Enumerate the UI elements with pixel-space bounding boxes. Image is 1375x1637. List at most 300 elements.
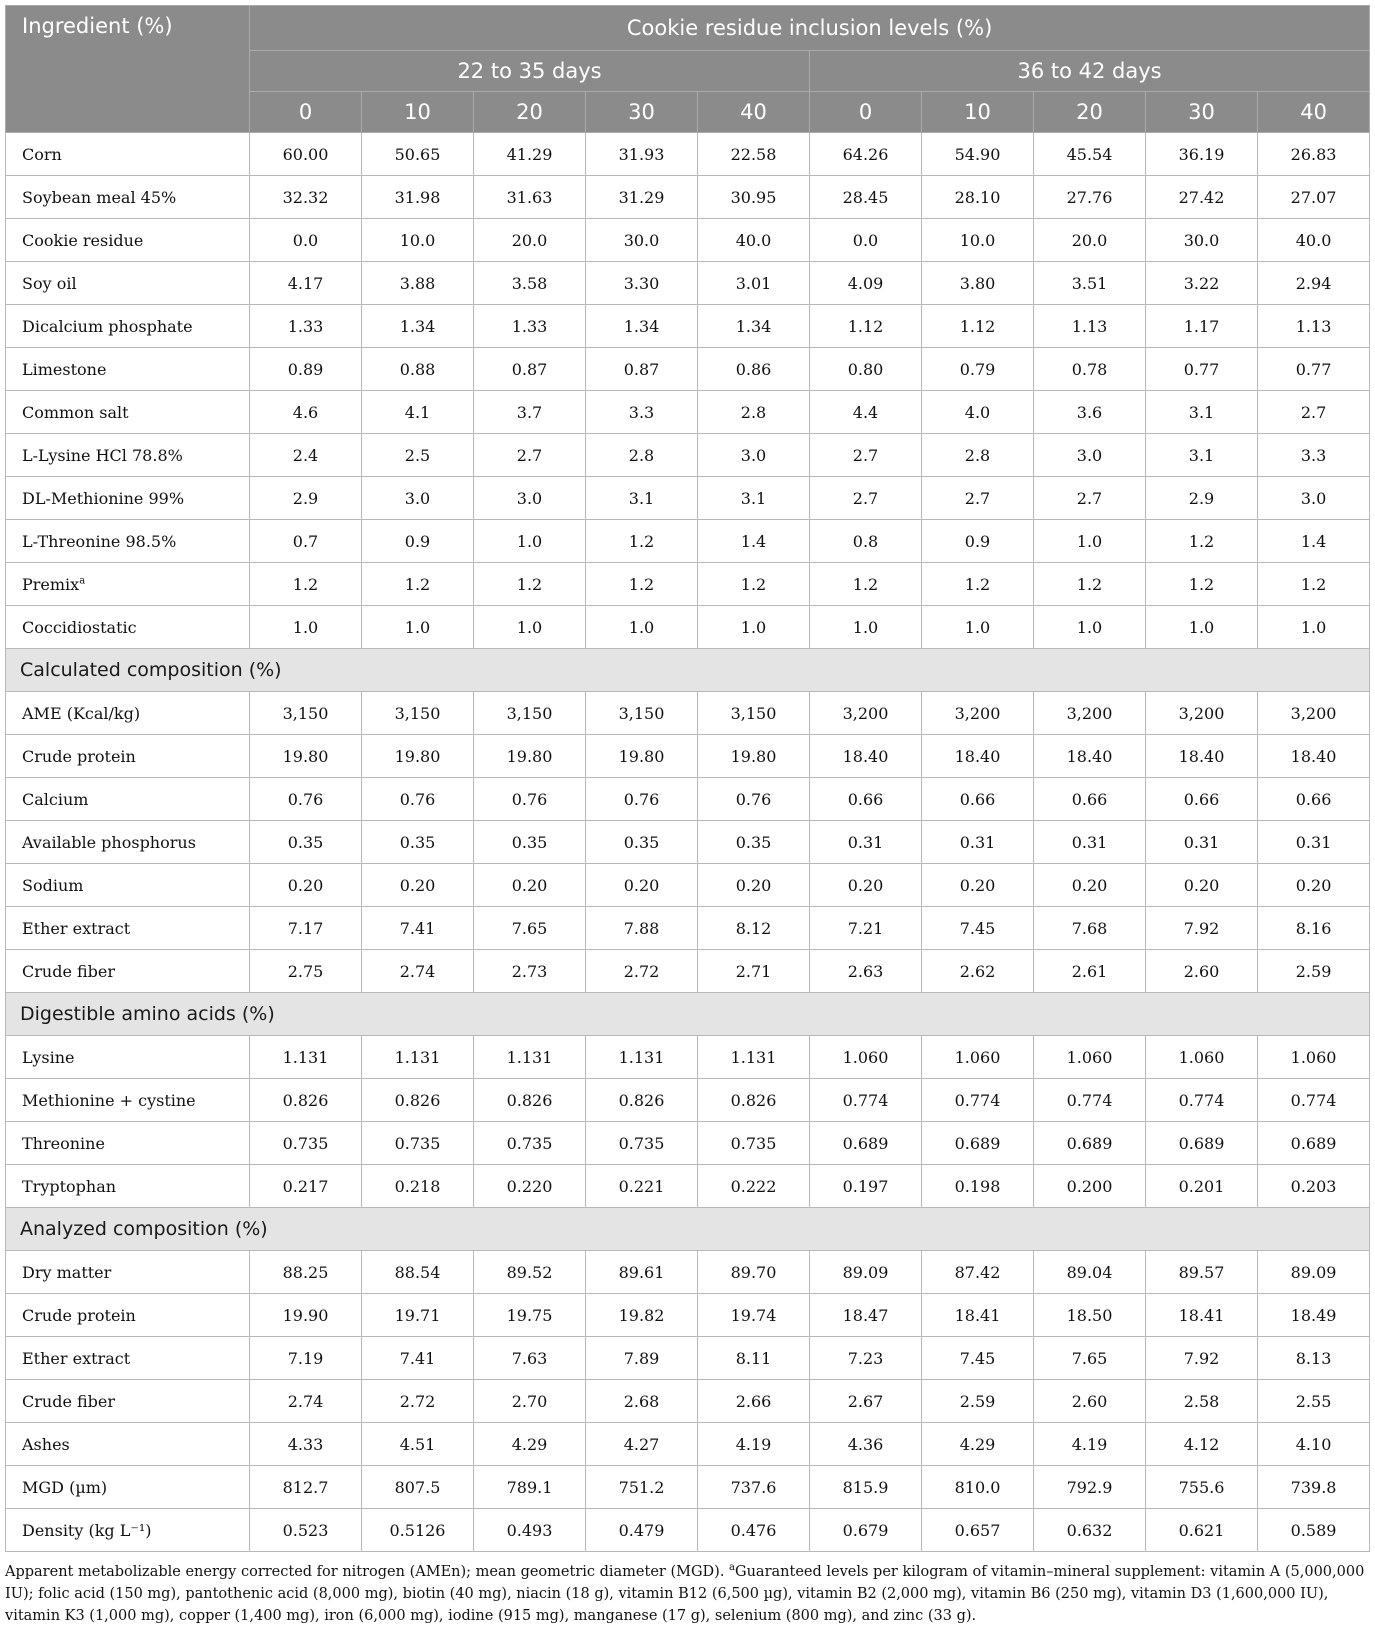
value-cell: 2.68 bbox=[586, 1380, 698, 1423]
value-cell: 3.0 bbox=[1258, 477, 1370, 520]
table-row bbox=[6, 1079, 1370, 1122]
value-cell: 1.2 bbox=[1258, 563, 1370, 606]
value-cell: 3.1 bbox=[1146, 434, 1258, 477]
value-cell: 3.88 bbox=[362, 262, 474, 305]
value-cell: 7.92 bbox=[1146, 1337, 1258, 1380]
value-cell: 19.75 bbox=[474, 1294, 586, 1337]
value-cell: 4.36 bbox=[810, 1423, 922, 1466]
value-cell: 1.2 bbox=[1146, 520, 1258, 563]
value-cell: 19.80 bbox=[698, 735, 810, 778]
value-cell: 7.92 bbox=[1146, 907, 1258, 950]
value-cell: 0.774 bbox=[1258, 1079, 1370, 1122]
value-cell: 1.0 bbox=[362, 606, 474, 649]
value-cell: 0.218 bbox=[362, 1165, 474, 1208]
value-cell: 1.0 bbox=[810, 606, 922, 649]
value-cell: 19.80 bbox=[362, 735, 474, 778]
value-cell: 0.76 bbox=[698, 778, 810, 821]
footnote-text-1: Apparent metabolizable energy corrected for nitrogen (AMEn); mean geometric diameter (MGD). bbox=[5, 1563, 730, 1580]
value-cell: 0.8 bbox=[810, 520, 922, 563]
value-cell: 19.80 bbox=[474, 735, 586, 778]
value-cell: 0.735 bbox=[586, 1122, 698, 1165]
value-cell: 1.2 bbox=[922, 563, 1034, 606]
value-cell: 20.0 bbox=[1034, 219, 1146, 262]
value-cell: 4.4 bbox=[810, 391, 922, 434]
row-label-text: Lysine bbox=[22, 1047, 75, 1067]
value-cell: 0.689 bbox=[922, 1122, 1034, 1165]
row-label-text: Ether extract bbox=[22, 1348, 131, 1368]
value-cell: 89.09 bbox=[1258, 1251, 1370, 1294]
value-cell: 18.40 bbox=[1146, 735, 1258, 778]
row-label-text: AME (Kcal/kg) bbox=[22, 703, 141, 723]
inclusion-levels-header: Cookie residue inclusion levels (%) bbox=[250, 6, 1370, 51]
level-header: 30 bbox=[1146, 92, 1258, 133]
value-cell: 1.2 bbox=[810, 563, 922, 606]
value-cell: 1.12 bbox=[810, 305, 922, 348]
value-cell: 0.689 bbox=[1258, 1122, 1370, 1165]
footnote-marker: a bbox=[729, 1562, 736, 1573]
level-header: 20 bbox=[1034, 92, 1146, 133]
table-row bbox=[6, 1466, 1370, 1509]
value-cell: 1.34 bbox=[586, 305, 698, 348]
value-cell: 0.20 bbox=[1034, 864, 1146, 907]
row-label-text: Soy oil bbox=[22, 273, 77, 293]
value-cell: 3,150 bbox=[474, 692, 586, 735]
row-label-text: Dry matter bbox=[22, 1262, 112, 1282]
value-cell: 87.42 bbox=[922, 1251, 1034, 1294]
value-cell: 3.7 bbox=[474, 391, 586, 434]
value-cell: 26.83 bbox=[1258, 133, 1370, 176]
section-row bbox=[6, 1208, 1370, 1251]
row-label bbox=[6, 1294, 250, 1337]
table-row bbox=[6, 1423, 1370, 1466]
value-cell: 30.0 bbox=[1146, 219, 1258, 262]
value-cell: 4.0 bbox=[922, 391, 1034, 434]
value-cell: 3,150 bbox=[250, 692, 362, 735]
value-cell: 0.66 bbox=[810, 778, 922, 821]
row-label-text: Limestone bbox=[22, 359, 107, 379]
value-cell: 27.42 bbox=[1146, 176, 1258, 219]
value-cell: 7.45 bbox=[922, 1337, 1034, 1380]
value-cell: 0.9 bbox=[362, 520, 474, 563]
value-cell: 18.40 bbox=[1258, 735, 1370, 778]
value-cell: 2.63 bbox=[810, 950, 922, 993]
value-cell: 737.6 bbox=[698, 1466, 810, 1509]
table-row bbox=[6, 176, 1370, 219]
value-cell: 1.2 bbox=[362, 563, 474, 606]
row-label bbox=[6, 606, 250, 649]
value-cell: 2.7 bbox=[1034, 477, 1146, 520]
value-cell: 7.65 bbox=[1034, 1337, 1146, 1380]
row-label-text: Ashes bbox=[22, 1434, 70, 1454]
value-cell: 810.0 bbox=[922, 1466, 1034, 1509]
row-label-text: L-Lysine HCl 78.8% bbox=[22, 445, 183, 465]
value-cell: 0.523 bbox=[250, 1509, 362, 1552]
value-cell: 0.20 bbox=[250, 864, 362, 907]
level-header: 30 bbox=[586, 92, 698, 133]
value-cell: 1.0 bbox=[1034, 606, 1146, 649]
table-row bbox=[6, 348, 1370, 391]
value-cell: 7.21 bbox=[810, 907, 922, 950]
value-cell: 1.131 bbox=[698, 1036, 810, 1079]
value-cell: 1.2 bbox=[250, 563, 362, 606]
value-cell: 0.7 bbox=[250, 520, 362, 563]
value-cell: 0.217 bbox=[250, 1165, 362, 1208]
value-cell: 89.09 bbox=[810, 1251, 922, 1294]
value-cell: 0.20 bbox=[1258, 864, 1370, 907]
value-cell: 0.35 bbox=[474, 821, 586, 864]
value-cell: 0.222 bbox=[698, 1165, 810, 1208]
value-cell: 40.0 bbox=[1258, 219, 1370, 262]
value-cell: 0.35 bbox=[698, 821, 810, 864]
table-row bbox=[6, 1380, 1370, 1423]
row-label-text: Sodium bbox=[22, 875, 84, 895]
value-cell: 2.75 bbox=[250, 950, 362, 993]
value-cell: 1.34 bbox=[698, 305, 810, 348]
value-cell: 28.45 bbox=[810, 176, 922, 219]
value-cell: 1.131 bbox=[362, 1036, 474, 1079]
value-cell: 0.87 bbox=[474, 348, 586, 391]
value-cell: 0.774 bbox=[1034, 1079, 1146, 1122]
value-cell: 0.735 bbox=[250, 1122, 362, 1165]
section-title: Calculated composition (%) bbox=[6, 649, 1370, 692]
value-cell: 1.0 bbox=[1258, 606, 1370, 649]
value-cell: 2.60 bbox=[1146, 950, 1258, 993]
value-cell: 3.6 bbox=[1034, 391, 1146, 434]
value-cell: 30.95 bbox=[698, 176, 810, 219]
value-cell: 2.7 bbox=[1258, 391, 1370, 434]
value-cell: 1.0 bbox=[586, 606, 698, 649]
value-cell: 0.35 bbox=[362, 821, 474, 864]
value-cell: 88.25 bbox=[250, 1251, 362, 1294]
row-label bbox=[6, 735, 250, 778]
value-cell: 18.40 bbox=[1034, 735, 1146, 778]
value-cell: 0.476 bbox=[698, 1509, 810, 1552]
row-label bbox=[6, 219, 250, 262]
row-label bbox=[6, 1251, 250, 1294]
value-cell: 2.7 bbox=[474, 434, 586, 477]
value-cell: 1.33 bbox=[250, 305, 362, 348]
footnote-marker: a bbox=[79, 575, 86, 587]
value-cell: 0.31 bbox=[922, 821, 1034, 864]
value-cell: 3,200 bbox=[1258, 692, 1370, 735]
value-cell: 792.9 bbox=[1034, 1466, 1146, 1509]
value-cell: 7.23 bbox=[810, 1337, 922, 1380]
value-cell: 4.27 bbox=[586, 1423, 698, 1466]
value-cell: 7.63 bbox=[474, 1337, 586, 1380]
row-label-text: Soybean meal 45% bbox=[22, 187, 177, 207]
value-cell: 0.66 bbox=[1034, 778, 1146, 821]
value-cell: 1.0 bbox=[1034, 520, 1146, 563]
value-cell: 2.59 bbox=[922, 1380, 1034, 1423]
value-cell: 19.90 bbox=[250, 1294, 362, 1337]
value-cell: 1.060 bbox=[922, 1036, 1034, 1079]
value-cell: 0.78 bbox=[1034, 348, 1146, 391]
row-label-text: Available phosphorus bbox=[22, 832, 196, 852]
value-cell: 19.82 bbox=[586, 1294, 698, 1337]
value-cell: 1.060 bbox=[1034, 1036, 1146, 1079]
value-cell: 89.04 bbox=[1034, 1251, 1146, 1294]
value-cell: 0.221 bbox=[586, 1165, 698, 1208]
value-cell: 18.40 bbox=[922, 735, 1034, 778]
value-cell: 3.0 bbox=[698, 434, 810, 477]
value-cell: 1.34 bbox=[362, 305, 474, 348]
section-title: Analyzed composition (%) bbox=[6, 1208, 1370, 1251]
value-cell: 89.61 bbox=[586, 1251, 698, 1294]
table-row bbox=[6, 778, 1370, 821]
value-cell: 2.72 bbox=[586, 950, 698, 993]
value-cell: 1.2 bbox=[586, 563, 698, 606]
value-cell: 3,150 bbox=[586, 692, 698, 735]
value-cell: 27.76 bbox=[1034, 176, 1146, 219]
table-row bbox=[6, 477, 1370, 520]
value-cell: 0.589 bbox=[1258, 1509, 1370, 1552]
value-cell: 8.12 bbox=[698, 907, 810, 950]
period-header-2: 36 to 42 days bbox=[810, 51, 1370, 92]
value-cell: 2.71 bbox=[698, 950, 810, 993]
value-cell: 2.74 bbox=[250, 1380, 362, 1423]
value-cell: 88.54 bbox=[362, 1251, 474, 1294]
value-cell: 1.060 bbox=[1258, 1036, 1370, 1079]
value-cell: 7.41 bbox=[362, 907, 474, 950]
row-label bbox=[6, 434, 250, 477]
value-cell: 0.0 bbox=[250, 219, 362, 262]
value-cell: 8.13 bbox=[1258, 1337, 1370, 1380]
value-cell: 19.71 bbox=[362, 1294, 474, 1337]
value-cell: 4.19 bbox=[1034, 1423, 1146, 1466]
value-cell: 4.19 bbox=[698, 1423, 810, 1466]
value-cell: 18.40 bbox=[810, 735, 922, 778]
value-cell: 0.826 bbox=[698, 1079, 810, 1122]
value-cell: 0.774 bbox=[1146, 1079, 1258, 1122]
row-label-text: L-Threonine 98.5% bbox=[22, 531, 177, 551]
value-cell: 812.7 bbox=[250, 1466, 362, 1509]
value-cell: 3,200 bbox=[1034, 692, 1146, 735]
ingredient-header: Ingredient (%) bbox=[6, 6, 250, 133]
value-cell: 1.2 bbox=[1146, 563, 1258, 606]
table-row bbox=[6, 1294, 1370, 1337]
table-row bbox=[6, 1165, 1370, 1208]
value-cell: 18.49 bbox=[1258, 1294, 1370, 1337]
level-header: 0 bbox=[810, 92, 922, 133]
value-cell: 1.13 bbox=[1034, 305, 1146, 348]
value-cell: 0.735 bbox=[362, 1122, 474, 1165]
value-cell: 2.66 bbox=[698, 1380, 810, 1423]
value-cell: 8.16 bbox=[1258, 907, 1370, 950]
row-label bbox=[6, 1122, 250, 1165]
section-title: Digestible amino acids (%) bbox=[6, 993, 1370, 1036]
row-label bbox=[6, 950, 250, 993]
value-cell: 0.5126 bbox=[362, 1509, 474, 1552]
value-cell: 0.20 bbox=[474, 864, 586, 907]
value-cell: 50.65 bbox=[362, 133, 474, 176]
value-cell: 0.20 bbox=[586, 864, 698, 907]
value-cell: 0.76 bbox=[250, 778, 362, 821]
row-label bbox=[6, 864, 250, 907]
value-cell: 7.68 bbox=[1034, 907, 1146, 950]
value-cell: 0.80 bbox=[810, 348, 922, 391]
row-label-text: Calcium bbox=[22, 789, 89, 809]
table-row bbox=[6, 1036, 1370, 1079]
value-cell: 18.41 bbox=[1146, 1294, 1258, 1337]
value-cell: 0.31 bbox=[1034, 821, 1146, 864]
value-cell: 2.4 bbox=[250, 434, 362, 477]
value-cell: 2.62 bbox=[922, 950, 1034, 993]
value-cell: 28.10 bbox=[922, 176, 1034, 219]
value-cell: 10.0 bbox=[922, 219, 1034, 262]
value-cell: 30.0 bbox=[586, 219, 698, 262]
value-cell: 3.22 bbox=[1146, 262, 1258, 305]
row-label-text: Ether extract bbox=[22, 918, 131, 938]
row-label-text: Crude fiber bbox=[22, 1391, 116, 1411]
value-cell: 0.689 bbox=[1034, 1122, 1146, 1165]
value-cell: 1.2 bbox=[1034, 563, 1146, 606]
value-cell: 0.493 bbox=[474, 1509, 586, 1552]
period-header-1: 22 to 35 days bbox=[250, 51, 810, 92]
value-cell: 0.826 bbox=[362, 1079, 474, 1122]
value-cell: 0.774 bbox=[922, 1079, 1034, 1122]
value-cell: 3.0 bbox=[1034, 434, 1146, 477]
value-cell: 20.0 bbox=[474, 219, 586, 262]
row-label-text: Methionine + cystine bbox=[22, 1090, 196, 1110]
value-cell: 1.131 bbox=[586, 1036, 698, 1079]
value-cell: 4.17 bbox=[250, 262, 362, 305]
value-cell: 0.20 bbox=[922, 864, 1034, 907]
table-row bbox=[6, 391, 1370, 434]
level-header: 0 bbox=[250, 92, 362, 133]
value-cell: 1.0 bbox=[474, 606, 586, 649]
value-cell: 0.87 bbox=[586, 348, 698, 391]
table-row bbox=[6, 262, 1370, 305]
value-cell: 7.17 bbox=[250, 907, 362, 950]
value-cell: 18.47 bbox=[810, 1294, 922, 1337]
value-cell: 4.12 bbox=[1146, 1423, 1258, 1466]
value-cell: 739.8 bbox=[1258, 1466, 1370, 1509]
value-cell: 2.70 bbox=[474, 1380, 586, 1423]
composition-table-container bbox=[5, 5, 1369, 1627]
row-label-text: Crude protein bbox=[22, 746, 136, 766]
value-cell: 1.17 bbox=[1146, 305, 1258, 348]
row-label-text: Corn bbox=[22, 144, 62, 164]
value-cell: 19.80 bbox=[586, 735, 698, 778]
table-row bbox=[6, 907, 1370, 950]
value-cell: 0.621 bbox=[1146, 1509, 1258, 1552]
value-cell: 789.1 bbox=[474, 1466, 586, 1509]
table-row bbox=[6, 1509, 1370, 1552]
value-cell: 19.74 bbox=[698, 1294, 810, 1337]
row-label bbox=[6, 692, 250, 735]
row-label bbox=[6, 520, 250, 563]
value-cell: 8.11 bbox=[698, 1337, 810, 1380]
table-row bbox=[6, 821, 1370, 864]
value-cell: 1.2 bbox=[474, 563, 586, 606]
value-cell: 0.679 bbox=[810, 1509, 922, 1552]
level-header: 40 bbox=[1258, 92, 1370, 133]
value-cell: 3,200 bbox=[810, 692, 922, 735]
value-cell: 4.29 bbox=[922, 1423, 1034, 1466]
value-cell: 31.29 bbox=[586, 176, 698, 219]
value-cell: 751.2 bbox=[586, 1466, 698, 1509]
value-cell: 0.77 bbox=[1258, 348, 1370, 391]
row-label bbox=[6, 262, 250, 305]
value-cell: 7.19 bbox=[250, 1337, 362, 1380]
value-cell: 64.26 bbox=[810, 133, 922, 176]
value-cell: 0.203 bbox=[1258, 1165, 1370, 1208]
level-header: 10 bbox=[922, 92, 1034, 133]
value-cell: 0.20 bbox=[698, 864, 810, 907]
value-cell: 4.6 bbox=[250, 391, 362, 434]
table-footnote bbox=[5, 1557, 1369, 1627]
value-cell: 2.58 bbox=[1146, 1380, 1258, 1423]
value-cell: 2.67 bbox=[810, 1380, 922, 1423]
value-cell: 0.774 bbox=[810, 1079, 922, 1122]
value-cell: 2.7 bbox=[922, 477, 1034, 520]
value-cell: 3.58 bbox=[474, 262, 586, 305]
value-cell: 3,150 bbox=[698, 692, 810, 735]
row-label-text: Cookie residue bbox=[22, 230, 144, 250]
value-cell: 0.826 bbox=[586, 1079, 698, 1122]
value-cell: 0.76 bbox=[586, 778, 698, 821]
value-cell: 0.77 bbox=[1146, 348, 1258, 391]
table-row bbox=[6, 1337, 1370, 1380]
value-cell: 3,200 bbox=[922, 692, 1034, 735]
table-header bbox=[6, 6, 1370, 133]
value-cell: 0.201 bbox=[1146, 1165, 1258, 1208]
row-label-text: DL-Methionine 99% bbox=[22, 488, 185, 508]
value-cell: 1.0 bbox=[1146, 606, 1258, 649]
value-cell: 1.0 bbox=[922, 606, 1034, 649]
row-label bbox=[6, 1380, 250, 1423]
value-cell: 2.60 bbox=[1034, 1380, 1146, 1423]
value-cell: 31.93 bbox=[586, 133, 698, 176]
value-cell: 22.58 bbox=[698, 133, 810, 176]
value-cell: 2.7 bbox=[810, 434, 922, 477]
value-cell: 2.59 bbox=[1258, 950, 1370, 993]
value-cell: 0.657 bbox=[922, 1509, 1034, 1552]
value-cell: 0.826 bbox=[250, 1079, 362, 1122]
value-cell: 32.32 bbox=[250, 176, 362, 219]
value-cell: 18.41 bbox=[922, 1294, 1034, 1337]
value-cell: 0.76 bbox=[474, 778, 586, 821]
value-cell: 3.51 bbox=[1034, 262, 1146, 305]
value-cell: 0.220 bbox=[474, 1165, 586, 1208]
value-cell: 1.0 bbox=[698, 606, 810, 649]
value-cell: 1.060 bbox=[1146, 1036, 1258, 1079]
row-label bbox=[6, 778, 250, 821]
value-cell: 755.6 bbox=[1146, 1466, 1258, 1509]
value-cell: 0.89 bbox=[250, 348, 362, 391]
row-label bbox=[6, 348, 250, 391]
value-cell: 0.735 bbox=[474, 1122, 586, 1165]
table-row bbox=[6, 1122, 1370, 1165]
value-cell: 1.060 bbox=[810, 1036, 922, 1079]
value-cell: 815.9 bbox=[810, 1466, 922, 1509]
value-cell: 3.30 bbox=[586, 262, 698, 305]
value-cell: 0.31 bbox=[810, 821, 922, 864]
row-label-text: Common salt bbox=[22, 402, 129, 422]
value-cell: 4.1 bbox=[362, 391, 474, 434]
value-cell: 7.45 bbox=[922, 907, 1034, 950]
value-cell: 0.689 bbox=[1146, 1122, 1258, 1165]
row-label bbox=[6, 1509, 250, 1552]
value-cell: 0.198 bbox=[922, 1165, 1034, 1208]
level-header: 20 bbox=[474, 92, 586, 133]
value-cell: 3.3 bbox=[586, 391, 698, 434]
value-cell: 1.131 bbox=[250, 1036, 362, 1079]
row-label bbox=[6, 1165, 250, 1208]
row-label-text: Crude protein bbox=[22, 1305, 136, 1325]
value-cell: 2.94 bbox=[1258, 262, 1370, 305]
value-cell: 2.72 bbox=[362, 1380, 474, 1423]
